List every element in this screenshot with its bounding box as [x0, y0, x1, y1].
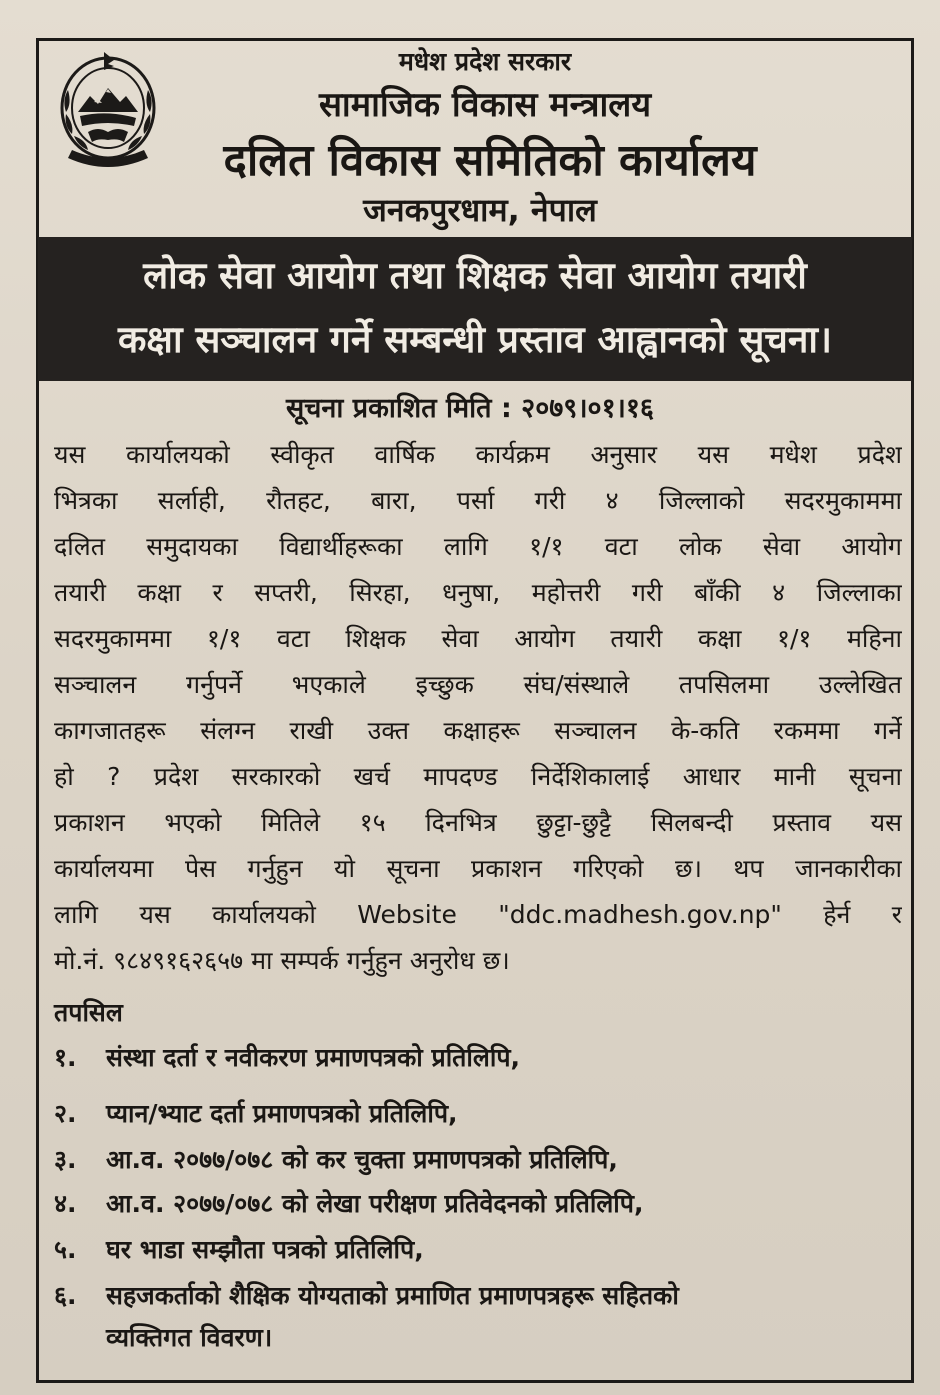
header-location: जनकपुरधाम, नेपाल — [363, 191, 597, 229]
body-line: कागजातहरू संलग्न राखी उक्त कक्षाहरू सञ्चालन के-कति रकममा गर्ने — [54, 716, 902, 745]
body-line: प्रकाशन भएको मितिले १५ दिनभित्र छुट्टा-छुट्टै सिलबन्दी प्रस्ताव यस — [54, 808, 902, 837]
body-line: दलित समुदायका विद्यार्थीहरूका लागि १/१ वटा लोक सेवा आयोग — [54, 532, 902, 561]
body-line: यस कार्यालयको स्वीकृत वार्षिक कार्यक्रम अनुसार यस मधेश प्रदेश — [54, 440, 902, 469]
tapsil-item — [54, 1230, 914, 1270]
tapsil-item-number: ५. — [54, 1235, 77, 1264]
body-line: तयारी कक्षा र सप्तरी, सिरहा, धनुषा, महोत्तरी गरी बाँकी ४ जिल्लाका — [54, 578, 902, 607]
header-office-name: दलित विकास समितिको कार्यालय — [223, 135, 757, 186]
tapsil-item-text: संस्था दर्ता र नवीकरण प्रमाणपत्रको प्रतिलिपि, — [106, 1043, 521, 1072]
body-line: लागि यस कार्यालयको Website "ddc.madhesh.gov.np" हेर्न र — [54, 900, 902, 929]
tapsil-heading: तपसिल — [54, 998, 123, 1027]
header-province-government: मधेश प्रदेश सरकार — [398, 47, 572, 76]
tapsil-item-number: १. — [54, 1043, 77, 1072]
tapsil-item-text: प्यान/भ्याट दर्ता प्रमाणपत्रको प्रतिलिपि, — [106, 1099, 458, 1128]
tapsil-item-number: ४. — [54, 1189, 77, 1218]
tapsil-item-text: घर भाडा सम्झौता पत्रको प्रतिलिपि, — [106, 1235, 424, 1264]
body-line: भित्रका सर्लाही, रौतहट, बारा, पर्सा गरी ४ जिल्लाको सदरमुकाममा — [54, 486, 902, 515]
body-line: सञ्चालन गर्नुपर्ने भएकाले इच्छुक संघ/संस्थाले तपसिलमा उल्लेखित — [54, 670, 902, 699]
tapsil-item-text: आ.व. २०७७/०७८ को कर चुक्ता प्रमाणपत्रको प्रतिलिपि, — [106, 1145, 618, 1174]
tapsil-item-6-continuation: व्यक्तिगत विवरण। — [106, 1323, 273, 1352]
body-line: हो ? प्रदेश सरकारको खर्च मापदण्ड निर्देशिकालाई आधार मानी सूचना — [54, 762, 902, 791]
tapsil-item — [54, 1184, 914, 1224]
notice-title-line-2: कक्षा सञ्चालन गर्ने सम्बन्धी प्रस्ताव आह्वानको सूचना। — [118, 318, 832, 361]
tapsil-item-number: २. — [54, 1099, 77, 1128]
header-ministry: सामाजिक विकास मन्त्रालय — [318, 85, 652, 125]
tapsil-item-text: सहजकर्ताको शैक्षिक योग्यताको प्रमाणित प्रमाणपत्रहरू सहितको — [106, 1281, 679, 1310]
notice-title-line-1: लोक सेवा आयोग तथा शिक्षक सेवा आयोग तयारी — [143, 254, 807, 297]
tapsil-item — [54, 1140, 914, 1180]
body-line: मो.नं. ९८४९१६२६५७ मा सम्पर्क गर्नुहुन अनुरोध छ। — [54, 946, 510, 975]
tapsil-item — [54, 1038, 914, 1078]
body-line: कार्यालयमा पेस गर्नुहुन यो सूचना प्रकाशन गरिएको छ। थप जानकारीका — [54, 854, 902, 883]
tapsil-item — [54, 1094, 914, 1134]
tapsil-item-number: ३. — [54, 1145, 77, 1174]
tapsil-item-text: आ.व. २०७७/०७८ को लेखा परीक्षण प्रतिवेदनको प्रतिलिपि, — [106, 1189, 644, 1218]
publish-date: सूचना प्रकाशित मिति : २०७९।०१।१६ — [286, 393, 654, 424]
body-line: सदरमुकाममा १/१ वटा शिक्षक सेवा आयोग तयारी कक्षा १/१ महिना — [54, 624, 902, 653]
tapsil-item-number: ६. — [54, 1281, 77, 1310]
tapsil-item — [54, 1276, 914, 1316]
